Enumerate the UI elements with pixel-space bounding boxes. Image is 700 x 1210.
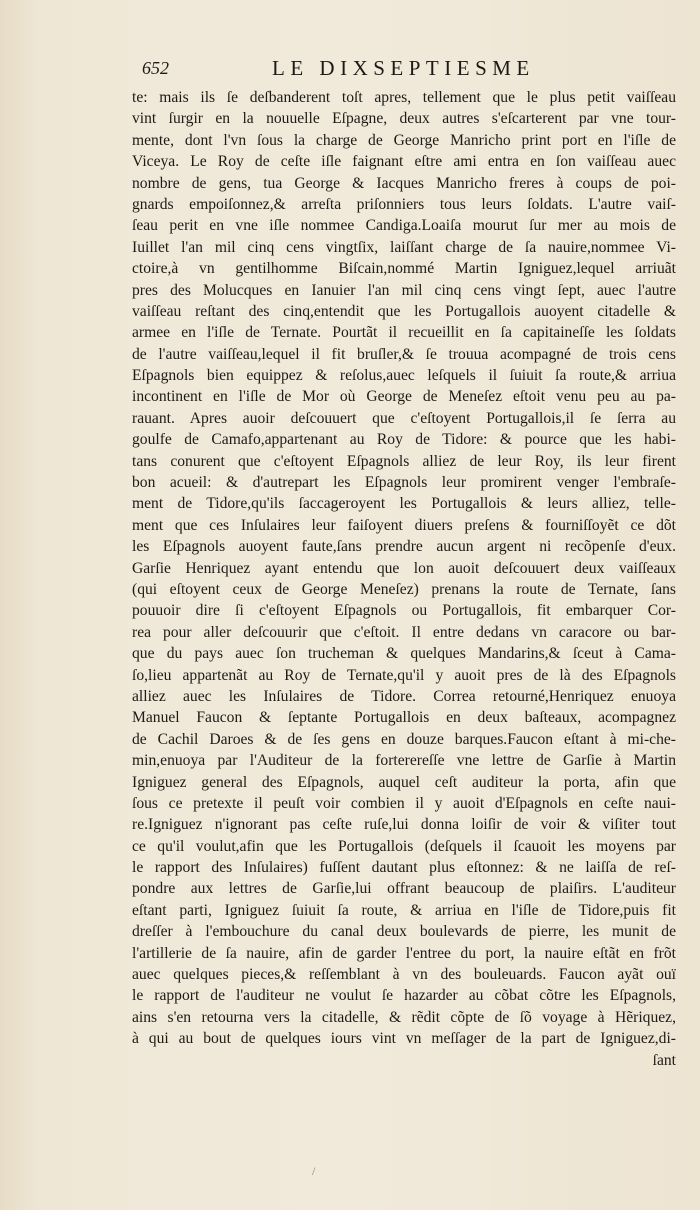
text-line: le rapport de l'auditeur ne voulut ſe hazarder au cõbat cõtre les Eſpagnols, bbox=[132, 987, 676, 1005]
text-line: Garſie Henriquez ayant entendu que lon auoit deſcouuert deux vaiſſeaux bbox=[132, 559, 676, 577]
text-line: ains s'en retourna vers la citadelle, & rẽdit cõpte de ſõ voyage à Hẽriquez, bbox=[132, 1008, 676, 1026]
text-line: alliez auec les Inſulaires de Tidore. Correa retourné,Henriquez enuoya bbox=[132, 687, 676, 705]
text-line: ſeau perit en vne iſle nommee Candiga.Loaiſa mourut ſur mer au mois de bbox=[132, 217, 676, 235]
text-line: (qui eſtoyent ceux de George Meneſez) prenans la route de Ternate, ſans bbox=[132, 580, 676, 598]
text-line: pouuoir dire ſi c'eſtoyent Eſpagnols ou Portugallois, fit embarquer Cor- bbox=[132, 602, 676, 620]
text-line: auec quelques pieces,& reſſemblant à vn des bouleuards. Faucon ayãt ouï bbox=[132, 966, 676, 984]
text-line: le rapport des Inſulaires) fuſſent dautant plus eſtonnez: & ne laiſſa de reſ- bbox=[132, 859, 676, 877]
text-line: re.Igniguez n'ignorant pas ceſte ruſe,lui donna loiſir de voir & viſiter tout bbox=[132, 816, 676, 834]
text-line: tans conurent que c'eſtoyent Eſpagnols alliez de leur Roy, ils leur firent bbox=[132, 452, 676, 470]
text-line: rea pour aller deſcouurir que c'eſtoit. Il entre dedans vn caracore ou bar- bbox=[132, 623, 676, 641]
text-line: ce qu'il voulut,afin que les Portugallois (deſquels il ſcauoit les moyens par bbox=[132, 837, 676, 855]
text-line: que du pays auec ſon trucheman & quelques Mandarins,& ſceut à Cama- bbox=[132, 645, 676, 663]
running-title: LE DIXSEPTIESME bbox=[272, 56, 535, 80]
text-line: ſant bbox=[652, 1051, 676, 1069]
text-line: Manuel Faucon & ſeptante Portugallois en deux baſteaux, acompagnez bbox=[132, 709, 676, 727]
page-number: 652 bbox=[142, 58, 169, 78]
text-line: pondre aux lettres de Garſie,lui offrant beaucoup de plaiſirs. L'auditeur bbox=[132, 880, 676, 898]
text-line: ment de Tidore,qu'ils ſaccageroyent les Portugallois & leurs alliez, telle- bbox=[132, 495, 676, 513]
text-line: pres des Molucques en Ianuier l'an mil cinq cens vingt ſept, auec l'autre bbox=[132, 281, 676, 299]
text-line: goulfe de Camafo,appartenant au Roy de Tidore: & pource que les habi- bbox=[132, 431, 676, 449]
text-line: Igniguez general des Eſpagnols, auquel ceſt auditeur la porta, afin que bbox=[132, 773, 676, 791]
text-line: min,enuoya par l'Auditeur de la forterereſſe vne lettre de Garſie à Martin bbox=[132, 752, 676, 770]
text-line: à qui au bout de quelques iours vint vn meſſager de la part de Igniguez,di- bbox=[132, 1030, 676, 1048]
text-line: de Cachil Daroes & de ſes gens en douze barques.Faucon eſtant à mi-che- bbox=[132, 730, 676, 748]
text-line: Viceya. Le Roy de ceſte iſle faignant eſtre ami entra en ſon vaiſſeau auec bbox=[132, 153, 676, 171]
text-line: vint ſurgir en la nouuelle Eſpagne, deux autres s'eſcarterent par vne tour- bbox=[132, 110, 676, 128]
text-line: incontinent en l'iſle de Mor où George de Meneſez eſtoit venu peu au pa- bbox=[132, 388, 676, 406]
text-line: mente, dont l'vn ſous la charge de George Manricho print port en l'iſle de bbox=[132, 131, 676, 149]
text-line: ment que ces Inſulaires leur faiſoyent diuers preſens & fourniſſoyẽt ce dõt bbox=[132, 516, 676, 534]
footer-mark: / bbox=[312, 1164, 316, 1178]
text-line: te: mais ils ſe deſbanderent toſt apres, tellement que le plus petit vaiſſeau bbox=[132, 89, 676, 106]
text-line: les Eſpagnols auoyent faute,ſans prendre aucun argent ni recõpenſe d'eux. bbox=[132, 538, 676, 556]
text-line: Iuillet l'an mil cinq cens vingtſix, laiſſant charge de ſa nauire,nommee Vi- bbox=[132, 238, 676, 256]
page-header bbox=[0, 58, 700, 86]
text-line: nombre de gens, tua George & Iacques Manricho freres à coups de poi- bbox=[132, 174, 676, 192]
text-line: dreſſer à l'embouchure du canal deux boulevards de pierre, les munit de bbox=[132, 923, 676, 941]
text-line: de l'autre vaiſſeau,lequel il fit bruſler,& ſe trouua acompagné de trois cens bbox=[132, 345, 676, 363]
text-line: bon acueil: & d'autrepart les Eſpagnols leur promirent venger l'embraſe- bbox=[132, 474, 676, 492]
text-line: ſous ce pretexte il peuſt voir combien il y auoit d'Eſpagnols en ceſte naui- bbox=[132, 794, 676, 812]
text-line: eſtant parti, Igniguez ſuiuit ſa route, & arriua en l'iſle de Tidore,puis fit bbox=[132, 901, 676, 919]
text-line: rauant. Apres auoir deſcouuert que c'eſtoyent Portugallois,il ſe ſerra au bbox=[132, 409, 676, 427]
text-line: l'artillerie de ſa nauire, afin de garder l'entree du port, la nauire eſtãt en frõt bbox=[132, 944, 676, 962]
text-line: Eſpagnols bien equippez & reſolus,auec leſquels il ſuiuit ſa route,& arriua bbox=[132, 367, 676, 385]
body-text bbox=[132, 87, 676, 1071]
text-line: ctoire,à vn gentilhomme Biſcain,nommé Martin Igniguez,lequel arriuãt bbox=[132, 260, 676, 278]
text-line: ſo,lieu appartenãt au Roy de Ternate,qu'il y auoit pres de là des Eſpagnols bbox=[132, 666, 676, 684]
text-line: gnards empoiſonnez,& arreſta priſonniers tous leurs ſoldats. L'autre vaiſ- bbox=[132, 195, 676, 213]
text-line: vaiſſeau reſtant des cinq,entendit que les Portugallois auoyent citadelle & bbox=[132, 302, 676, 320]
text-line: armee en l'iſle de Ternate. Pourtãt il recueillit en ſa capitaineſſe les ſoldats bbox=[132, 324, 676, 342]
